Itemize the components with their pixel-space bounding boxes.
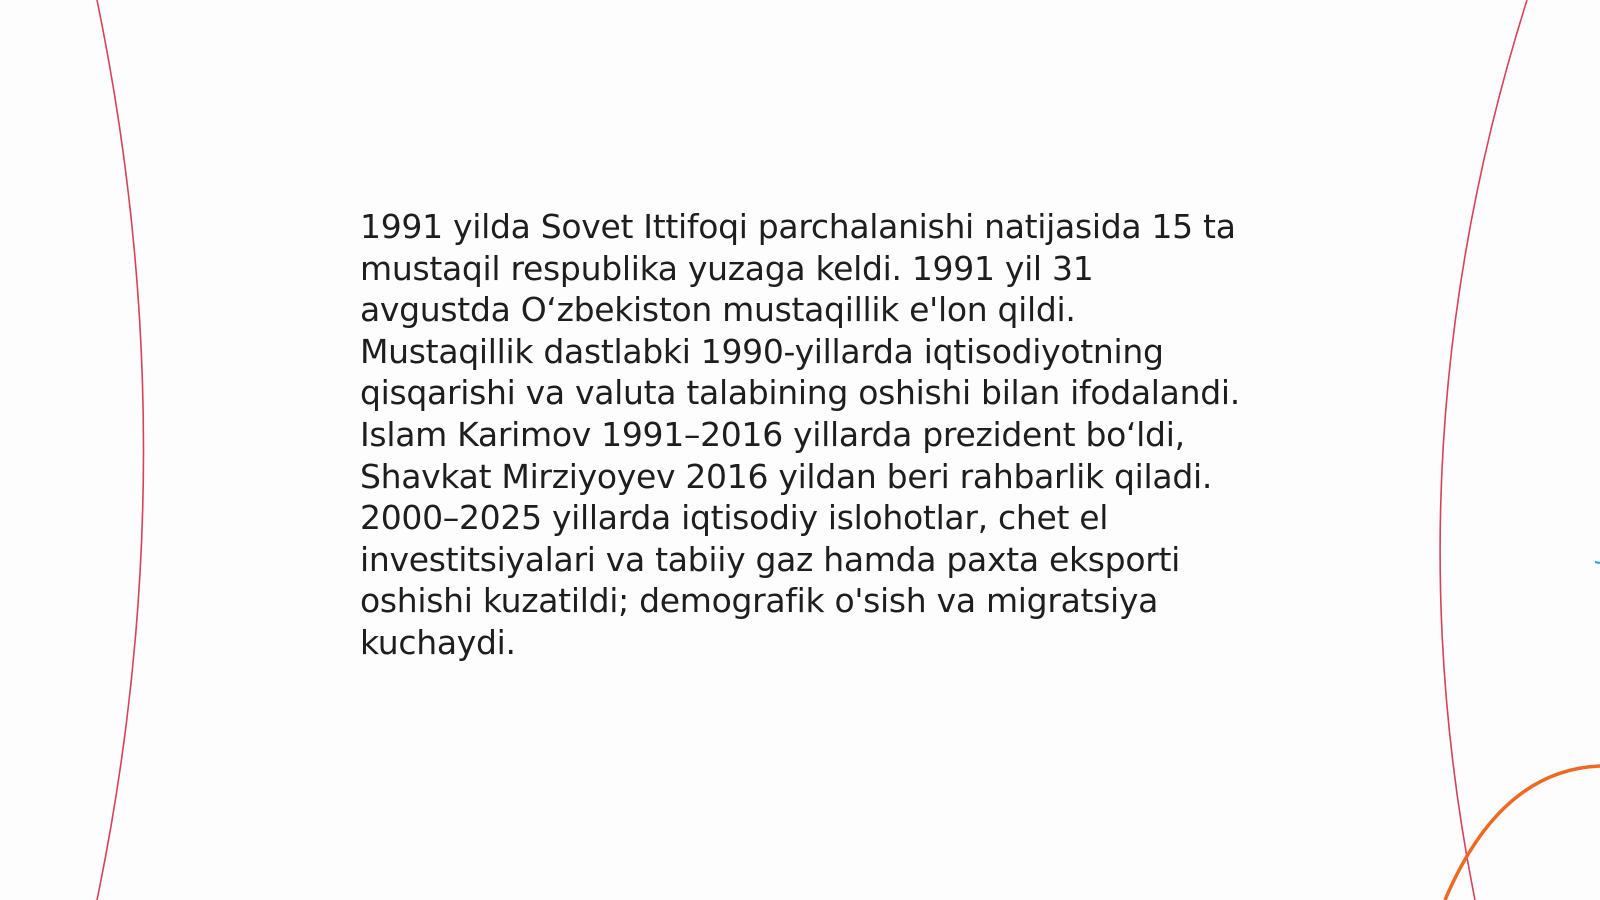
left-arc (97, 0, 144, 900)
corner-arc (1445, 766, 1600, 900)
accent-tick (1595, 562, 1600, 563)
body-paragraph: 1991 yilda Sovet Ittifoqi parchalanishi natijasida 15 ta mustaqil respublika yuzaga keldi. 1991 yil 31 avgustda O‘zbekiston mustaqillik e'lon qildi. Mustaqillik dastlabki 1990-yillarda iqtisodiyotning qisqarishi va valuta talabining oshishi bilan ifodalandi. Islam Karimov 1991–2016 yillarda prezident bo‘ldi, Shavkat Mirziyoyev 2016 yildan beri rahbarlik qiladi. 2000–2025 yillarda iqtisodiy islohotlar, chet el investitsiyalari va tabiiy gaz hamda paxta eksporti oshishi kuzatildi; demografik o'sish va migratsiya kuchaydi. (360, 207, 1240, 662)
right-arc (1440, 0, 1527, 900)
